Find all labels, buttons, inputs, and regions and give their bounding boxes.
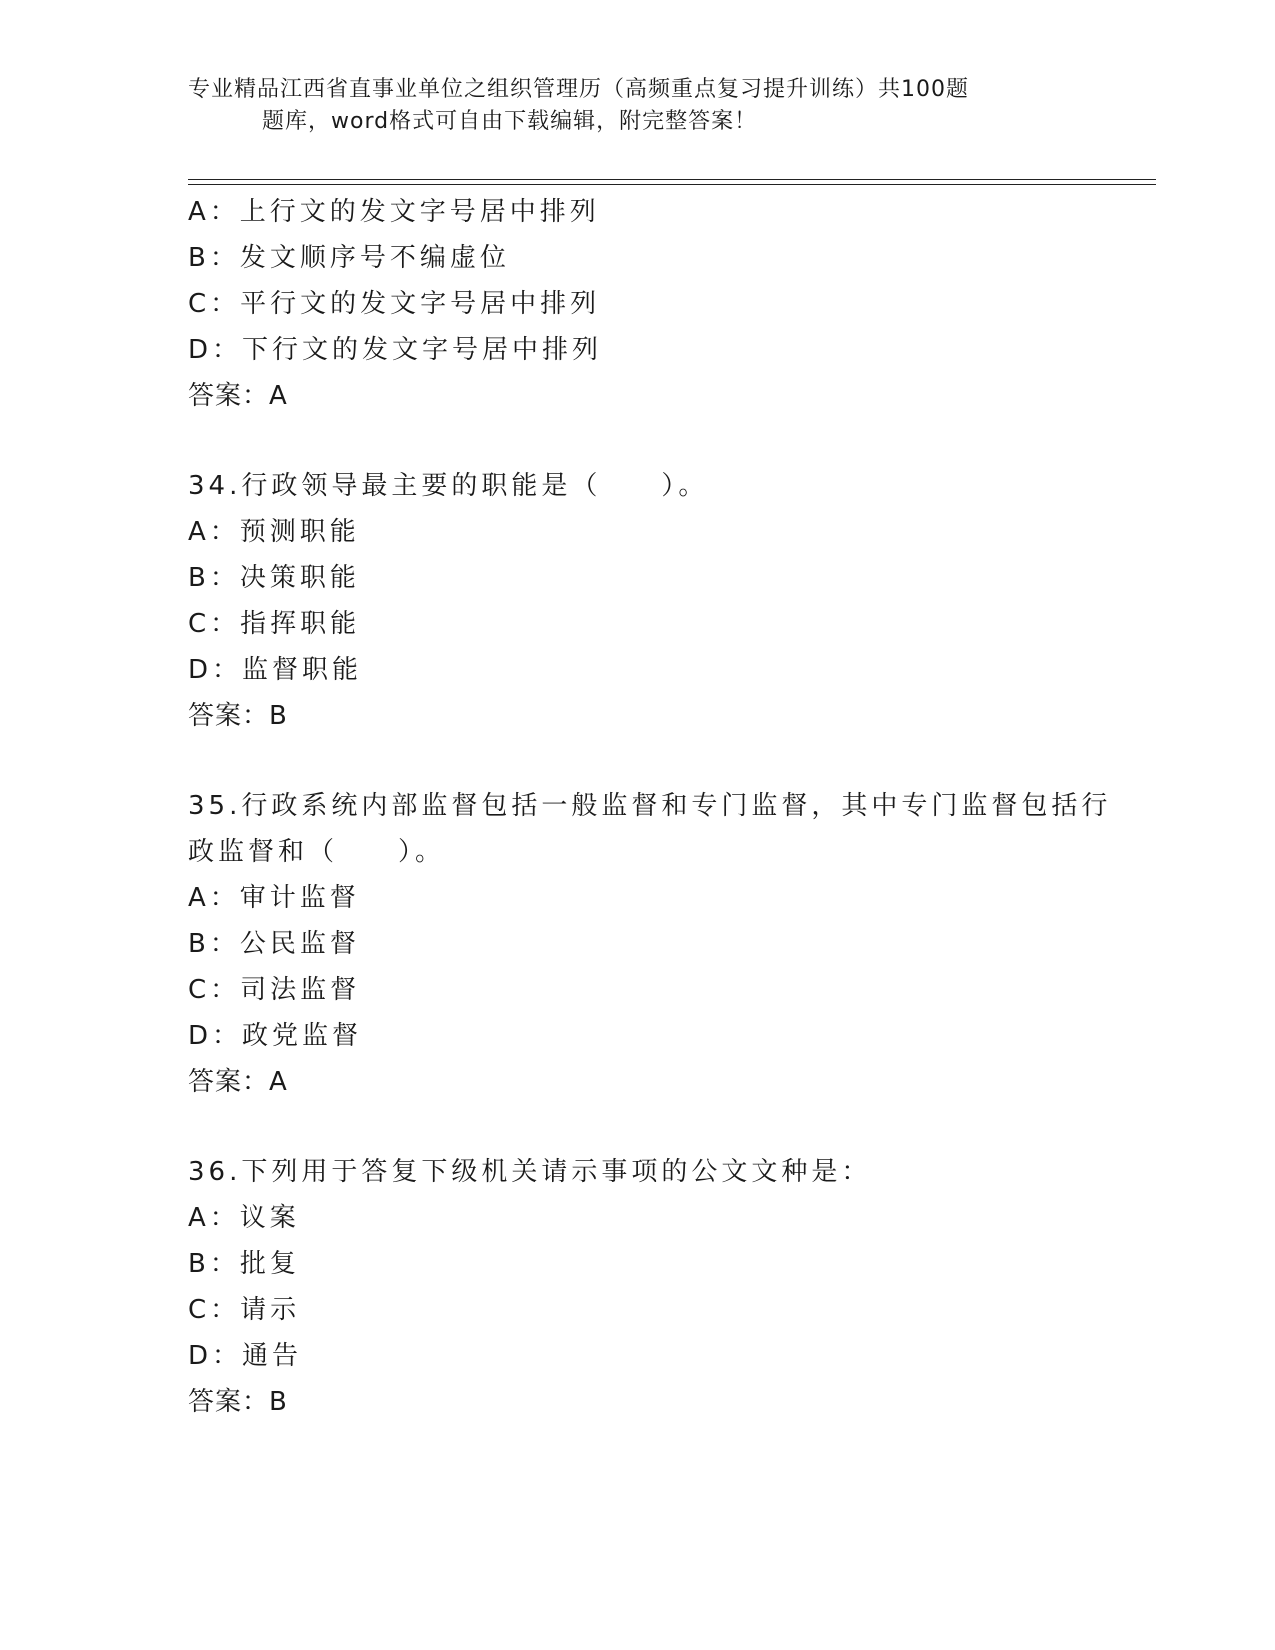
question-35-block: [188, 783, 1148, 1105]
option-c: C：平行文的发文字号居中排列: [188, 289, 601, 319]
question-list: [188, 189, 1148, 1425]
question-34-block: [188, 463, 1148, 739]
option-c: C：司法监督: [188, 975, 361, 1005]
answer: 答案：B: [188, 701, 288, 731]
question-text: 34.行政领导最主要的职能是（ ）。: [188, 471, 709, 501]
header-divider-top: [188, 179, 1156, 180]
option-b: B：决策职能: [188, 563, 360, 593]
answer: 答案：A: [188, 381, 288, 411]
option-d: D：政党监督: [188, 1021, 363, 1051]
question-text-line-1: 35.行政系统内部监督包括一般监督和专门监督，其中专门监督包括行: [188, 791, 1112, 821]
option-b: B：批复: [188, 1249, 300, 1279]
option-d: D：监督职能: [188, 655, 363, 685]
option-c: C：指挥职能: [188, 609, 361, 639]
answer: 答案：B: [188, 1387, 288, 1417]
option-a: A：审计监督: [188, 883, 360, 913]
answer: 答案：A: [188, 1067, 288, 1097]
question-text-line-2: 政监督和（ ）。: [188, 837, 446, 867]
page-header: [188, 74, 1088, 138]
question-text: 36.下列用于答复下级机关请示事项的公文文种是：: [188, 1157, 872, 1187]
option-a: A：上行文的发文字号居中排列: [188, 197, 600, 227]
header-line-1: 专业精品江西省直事业单位之组织管理历（高频重点复习提升训练）共100题: [188, 77, 969, 102]
spacer: [188, 419, 1148, 463]
option-d: D：下行文的发文字号居中排列: [188, 335, 603, 365]
option-b: B：公民监督: [188, 929, 360, 959]
header-line-2: 题库，word格式可自由下载编辑，附完整答案！: [262, 109, 758, 134]
spacer: [188, 1105, 1148, 1149]
option-c: C：请示: [188, 1295, 301, 1325]
question-33-block: [188, 189, 1148, 419]
option-b: B：发文顺序号不编虚位: [188, 243, 510, 273]
option-a: A：预测职能: [188, 517, 360, 547]
option-d: D：通告: [188, 1341, 303, 1371]
header-divider-bottom: [188, 184, 1156, 185]
option-a: A：议案: [188, 1203, 300, 1233]
question-36-block: [188, 1149, 1148, 1425]
spacer: [188, 739, 1148, 783]
